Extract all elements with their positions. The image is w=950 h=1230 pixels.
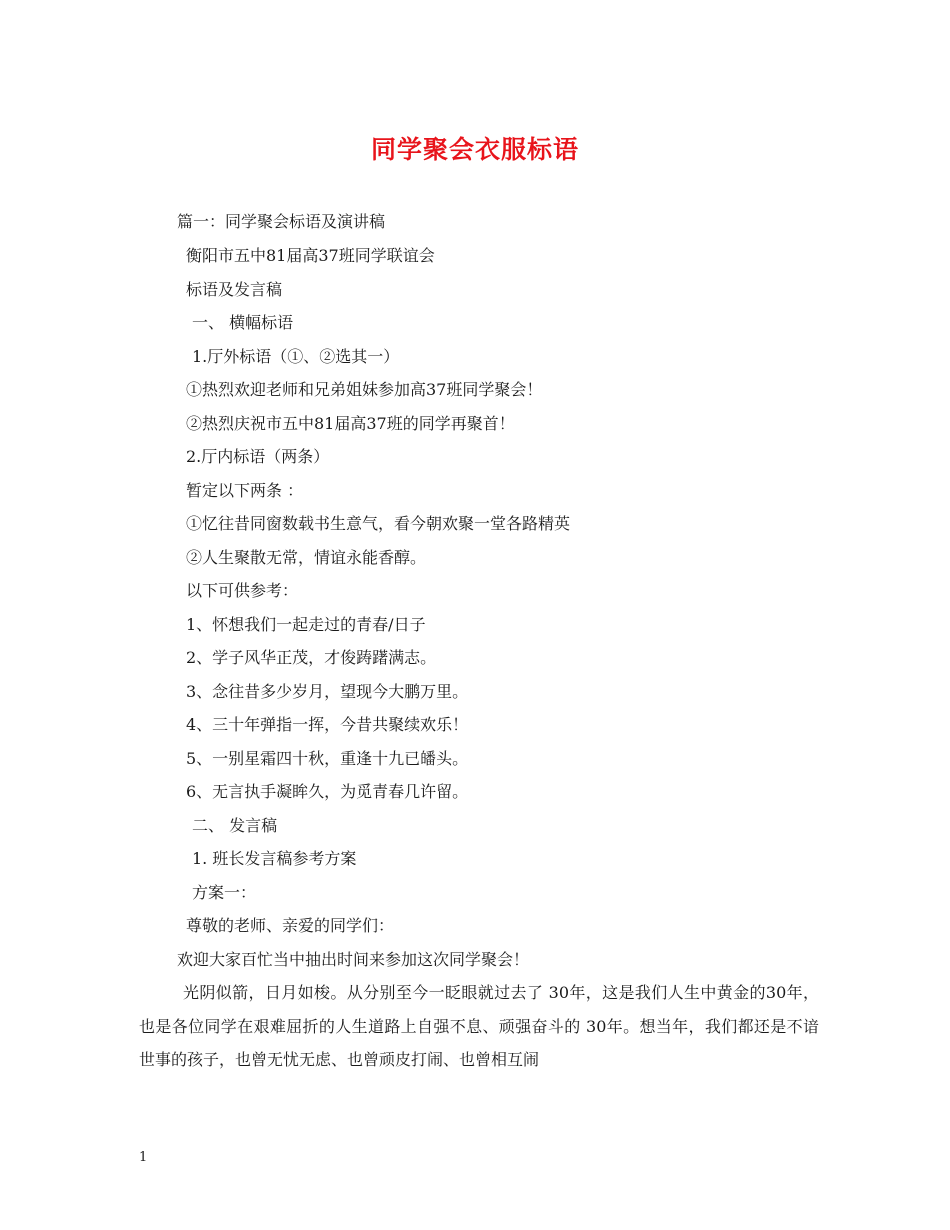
text-line: 欢迎大家百忙当中抽出时间来参加这次同学聚会！ (177, 950, 530, 969)
text-line: 标语及发言稿 (186, 280, 283, 299)
text-line: 方案一： (192, 883, 257, 902)
list-item: 4、三十年弹指一挥，今昔共聚续欢乐！ (186, 715, 469, 734)
text-line: 衡阳市五中81届高37班同学联谊会 (186, 246, 435, 265)
section-heading: 一、 横幅标语 (192, 313, 294, 332)
text-line: 尊敬的老师、亲爱的同学们： (186, 916, 395, 935)
text-line: ②热烈庆祝市五中81届高37班的同学再聚首！ (186, 414, 515, 433)
document-title: 同学聚会衣服标语 (370, 135, 579, 164)
list-item: 1、怀想我们一起走过的青春/日子 (186, 615, 426, 634)
text-line: 1. 班长发言稿参考方案 (192, 849, 357, 868)
list-item: 5、一别星霜四十秋，重逢十九已皤头。 (186, 749, 469, 768)
section-heading: 二、 发言稿 (192, 816, 278, 835)
list-item: 2、学子风华正茂，才俊踌躇满志。 (186, 648, 437, 667)
list-item: 3、念往昔多少岁月，望现今大鹏万里。 (186, 682, 469, 701)
text-line: 篇一：同学聚会标语及演讲稿 (177, 212, 386, 231)
text-line: 1.厅外标语（①、②选其一） (192, 347, 400, 366)
text-line: 2.厅内标语（两条） (186, 447, 330, 466)
text-line: ①热烈欢迎老师和兄弟姐妹参加高37班同学聚会！ (186, 380, 543, 399)
page-number: 1 (139, 1150, 148, 1165)
text-line: 以下可供参考： (186, 581, 299, 600)
text-line: ②人生聚散无常，情谊永能香醇。 (186, 548, 427, 567)
text-line: ①忆往昔同窗数载书生意气，看今朝欢聚一堂各路精英 (186, 514, 571, 533)
body-paragraph: 光阴似箭，日月如梭。从分别至今一眨眼就过去了 30年，这是我们人生中黄金的30年，也是各位同学在艰难屈折的人生道路上自强不息、顽强奋斗的 30年。想当年，我们都还是不谙世事的孩子，也曾无忧无虑、也曾顽皮打闹、也曾相互闹 (139, 983, 819, 1069)
list-item: 6、无言执手凝眸久，为觅青春几许留。 (186, 782, 469, 801)
text-line: 暂定以下两条 ： (186, 481, 304, 500)
